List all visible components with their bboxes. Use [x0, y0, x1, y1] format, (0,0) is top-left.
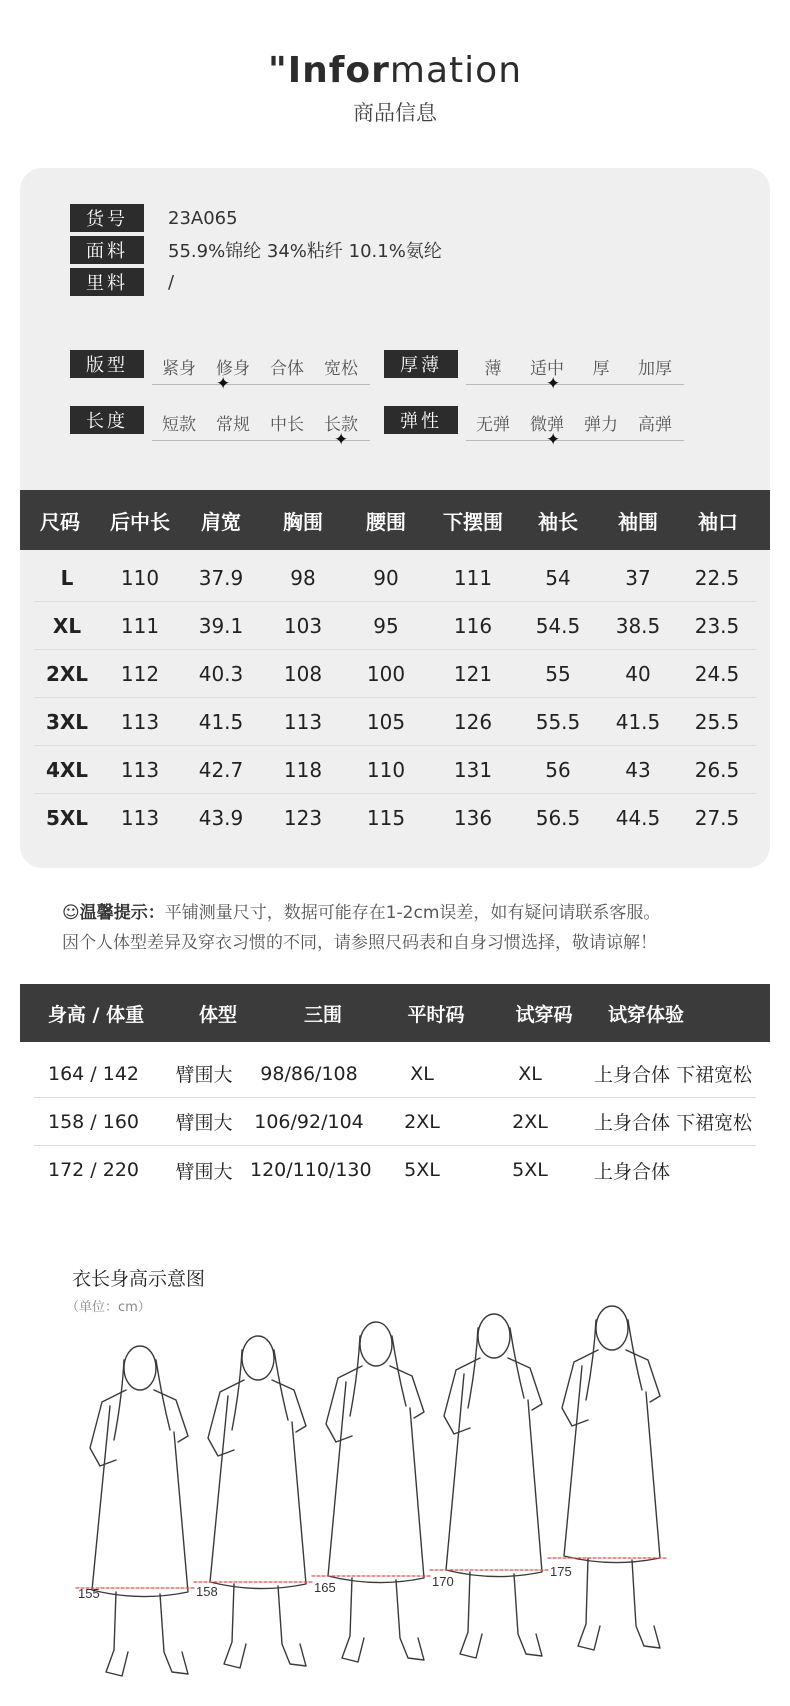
table-row: [34, 554, 756, 602]
model-header-cell: 试穿体验: [608, 1003, 685, 1026]
size-header-cell: 袖长: [538, 509, 578, 534]
scale-options: [466, 354, 684, 379]
size-table-header: [20, 490, 770, 550]
scale-option: 厚: [592, 359, 610, 379]
size-cell: 103: [283, 613, 323, 638]
size-cell: 38.5: [615, 613, 661, 638]
scale-label: 版型: [70, 350, 144, 378]
page-title: [0, 50, 790, 91]
scale-option: 常规: [216, 415, 250, 435]
scale-option: 高弹: [638, 415, 672, 435]
figure-sketch-4: [430, 1314, 548, 1658]
title-quote: ": [267, 50, 288, 91]
size-header-cell: 下摆围: [443, 509, 503, 534]
model-cell: 164 / 142: [48, 1062, 140, 1085]
model-header-cell: 试穿码: [515, 1003, 573, 1026]
tip-note: [62, 898, 762, 958]
size-cell: 110: [120, 565, 160, 590]
size-cell: 40: [625, 661, 651, 686]
model-cell: 上身合体 下裙宽松: [594, 1064, 753, 1086]
size-table-body: [34, 554, 756, 842]
size-cell: 112: [120, 661, 160, 686]
scale-length: [70, 406, 370, 466]
model-header-cell: 体型: [198, 1003, 237, 1026]
size-header-cell: 胸围: [283, 509, 323, 534]
size-cell: 54.5: [535, 613, 581, 638]
page-header: [0, 50, 790, 127]
smile-icon: ☺: [62, 903, 80, 923]
scale-option: 短款: [162, 415, 196, 435]
size-cell: 118: [283, 757, 323, 782]
scale-elasticity: [384, 406, 684, 466]
size-cell: 54: [545, 565, 571, 590]
scale-label: 厚薄: [384, 350, 458, 378]
figure-sketch-3: [312, 1322, 430, 1662]
size-cell: 25.5: [694, 709, 740, 734]
tip-label: 温馨提示：: [79, 903, 165, 923]
size-header-cell: 袖口: [698, 509, 738, 534]
table-row: [34, 650, 756, 698]
table-row: [34, 602, 756, 650]
size-cell: 95: [373, 613, 399, 638]
model-cell: 2XL: [512, 1110, 548, 1133]
size-cell: 27.5: [694, 806, 740, 830]
product-info-panel: [20, 168, 770, 868]
scale-option: 紧身: [162, 359, 196, 379]
model-cell: 臂围大: [175, 1160, 233, 1183]
figure-sketch-1: [76, 1346, 194, 1676]
size-cell: 56.5: [535, 806, 581, 830]
size-cell: 23.5: [694, 613, 740, 638]
height-label-170: 170: [432, 1574, 454, 1589]
info-value: 55.9%锦纶 34%粘纤 10.1%氨纶: [168, 241, 442, 262]
table-row: [34, 1146, 756, 1194]
tip-line-1: [62, 898, 762, 928]
height-label-175: 175: [550, 1564, 572, 1579]
model-cell: XL: [410, 1062, 434, 1085]
size-cell: 98: [290, 565, 316, 590]
model-table-header: [20, 984, 770, 1042]
scale-label: 弹性: [384, 406, 458, 434]
table-row: [34, 698, 756, 746]
scale-option: 薄: [484, 359, 502, 379]
scale-option: 中长: [270, 415, 304, 435]
size-cell: 37: [625, 565, 651, 590]
model-cell: 5XL: [512, 1159, 548, 1181]
info-row-item-no: [70, 204, 238, 232]
model-cell: 2XL: [404, 1110, 440, 1133]
model-cell: 172 / 220: [48, 1159, 140, 1181]
size-cell: 42.7: [198, 757, 244, 782]
model-cell: 上身合体: [594, 1160, 671, 1183]
height-label-155: 155: [78, 1586, 100, 1601]
size-cell: 5XL: [45, 806, 89, 830]
model-table-body: [20, 1050, 770, 1194]
scale-marker-icon: ✦: [546, 374, 561, 394]
scale-options: [152, 354, 370, 379]
model-cell: 158 / 160: [48, 1110, 140, 1133]
size-cell: L: [60, 565, 74, 590]
title-bold: Infor: [287, 50, 390, 91]
model-cell: 上身合体 下裙宽松: [594, 1112, 753, 1134]
model-cell: 120/110/130: [250, 1159, 372, 1181]
model-cell: 98/86/108: [260, 1062, 358, 1085]
size-cell: 126: [453, 709, 493, 734]
scale-line: [466, 440, 684, 441]
info-value: /: [168, 271, 175, 293]
size-cell: 108: [283, 661, 323, 686]
model-cell: 臂围大: [175, 1112, 233, 1134]
scale-fit: [70, 350, 370, 410]
size-cell: 26.5: [694, 757, 740, 782]
height-label-158: 158: [196, 1584, 218, 1599]
size-cell: 24.5: [694, 661, 740, 686]
size-cell: 56: [545, 757, 571, 782]
size-cell: 40.3: [198, 661, 244, 686]
size-header-cell: 尺码: [40, 509, 80, 534]
size-cell: 113: [120, 757, 160, 782]
size-cell: XL: [52, 613, 82, 638]
tip-text-1: 平铺测量尺寸，数据可能存在1-2cm误差，如有疑问请联系客服。: [164, 903, 661, 923]
scale-marker-icon: ✦: [216, 374, 231, 394]
model-header-cell: 平时码: [407, 1003, 465, 1026]
size-cell: 115: [366, 806, 406, 830]
tip-text-2: 因个人体型差异及穿衣习惯的不同，请参照尺码表和自身习惯选择，敬请谅解！: [62, 933, 657, 953]
size-cell: 100: [366, 661, 406, 686]
scale-option: 适中: [530, 359, 564, 379]
scale-marker-icon: ✦: [334, 430, 349, 450]
size-cell: 90: [373, 565, 399, 590]
scale-option: 修身: [216, 359, 250, 379]
title-light: mation: [389, 50, 523, 91]
model-cell: XL: [518, 1062, 542, 1085]
info-label: 面料: [70, 236, 144, 264]
height-label-165: 165: [314, 1580, 336, 1595]
size-cell: 3XL: [45, 709, 89, 734]
size-cell: 113: [120, 709, 160, 734]
model-cell: 臂围大: [175, 1064, 233, 1086]
info-label: 里料: [70, 268, 144, 296]
figure-title: 衣长身高示意图: [72, 1268, 206, 1290]
table-row: [34, 746, 756, 794]
page-subtitle: 商品信息: [353, 101, 437, 125]
size-cell: 22.5: [694, 565, 740, 590]
size-cell: 131: [453, 757, 493, 782]
table-row: [34, 794, 756, 842]
scale-option: 宽松: [324, 359, 358, 379]
size-cell: 113: [283, 709, 323, 734]
scale-thickness: [384, 350, 684, 410]
figure-sketch-2: [194, 1336, 312, 1668]
size-header-cell: 肩宽: [201, 509, 241, 534]
info-row-lining: [70, 268, 174, 296]
scale-line: [466, 384, 684, 385]
model-cell: 5XL: [404, 1159, 440, 1181]
size-cell: 2XL: [45, 661, 89, 686]
scale-line: [152, 384, 370, 385]
size-header-cell: 后中长: [110, 509, 170, 534]
scale-label: 长度: [70, 406, 144, 434]
size-cell: 111: [120, 613, 160, 638]
size-cell: 105: [366, 709, 406, 734]
size-cell: 55.5: [535, 709, 581, 734]
size-header-cell: 腰围: [366, 509, 406, 534]
size-cell: 41.5: [198, 709, 244, 734]
model-cell: 106/92/104: [254, 1110, 364, 1133]
figure-sketch-5: [548, 1306, 666, 1650]
size-cell: 110: [366, 757, 406, 782]
scale-option: 长款: [324, 415, 358, 435]
info-label: 货号: [70, 204, 144, 232]
size-cell: 123: [283, 806, 323, 830]
size-cell: 41.5: [615, 709, 661, 734]
scale-marker-icon: ✦: [546, 430, 561, 450]
length-height-illustration: [60, 1280, 760, 1700]
size-cell: 55: [545, 661, 571, 686]
scale-option: 无弹: [476, 415, 510, 435]
model-header-cell: 三围: [303, 1003, 342, 1026]
model-header-cell: 身高 / 体重: [47, 1003, 145, 1026]
size-header-cell: 袖围: [618, 509, 658, 534]
scale-option: 合体: [270, 359, 304, 379]
size-cell: 136: [453, 806, 493, 830]
scale-option: 弹力: [584, 415, 618, 435]
figure-unit: （单位：cm）: [66, 1300, 151, 1315]
size-cell: 44.5: [615, 806, 661, 830]
size-cell: 43.9: [198, 806, 244, 830]
size-cell: 116: [453, 613, 493, 638]
info-value: 23A065: [168, 207, 238, 229]
scale-option: 微弹: [530, 415, 564, 435]
size-cell: 39.1: [198, 613, 244, 638]
size-cell: 43: [625, 757, 651, 782]
table-row: [34, 1098, 756, 1146]
size-cell: 37.9: [198, 565, 244, 590]
scale-option: 加厚: [638, 359, 672, 379]
info-row-fabric: [70, 236, 442, 264]
size-cell: 113: [120, 806, 160, 830]
size-cell: 111: [453, 565, 493, 590]
scale-options: [466, 410, 684, 435]
size-cell: 4XL: [45, 757, 89, 782]
table-row: [34, 1050, 756, 1098]
size-cell: 121: [453, 661, 493, 686]
